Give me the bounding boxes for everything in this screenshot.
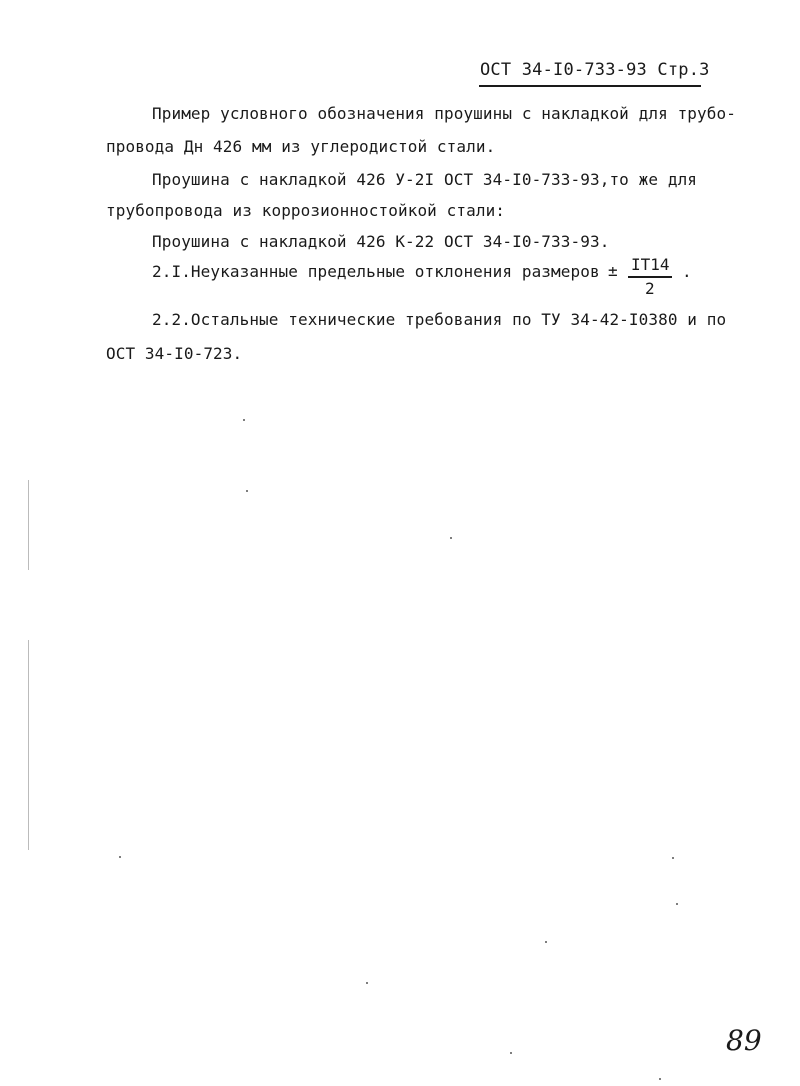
text-line-8: ОСТ 34-I0-723. — [106, 344, 243, 363]
scan-speck — [450, 537, 452, 539]
text-line-3: Проушина с накладкой 426 У-2I ОСТ 34-I0-733-93,то же для — [152, 170, 698, 189]
text-line-4: трубопровода из коррозионностойкой стали: — [106, 201, 506, 220]
scan-speck — [672, 857, 674, 859]
scan-speck — [545, 941, 547, 943]
scan-speck — [243, 419, 245, 421]
scan-speck — [676, 903, 678, 905]
text-line-2: провода Дн 426 мм из углеродистой стали. — [106, 137, 496, 156]
header-underline — [479, 85, 701, 87]
page-number: 89 — [726, 1024, 762, 1057]
document-code-header: ОСТ 34-I0-733-93 Стр.3 — [480, 60, 710, 80]
scan-speck — [366, 982, 368, 984]
clause-end-period: . — [682, 262, 692, 281]
fraction-bar — [628, 276, 672, 278]
scan-speck — [510, 1052, 512, 1054]
scan-margin-mark — [28, 640, 29, 850]
text-line-1: Пример условного обозначения проушины с накладкой для трубо- — [152, 104, 736, 123]
clause-2-2: 2.2.Остальные технические требования по ТУ 34-42-I0380 и по — [152, 310, 727, 329]
fraction-numerator: IT14 — [631, 255, 670, 274]
clause-2-1: 2.I.Неуказанные предельные отклонения размеров — [152, 262, 600, 281]
scan-speck — [119, 856, 121, 858]
scan-speck — [659, 1078, 661, 1080]
plus-minus-sign: ± — [608, 261, 618, 280]
scan-margin-mark — [28, 480, 29, 570]
text-line-5: Проушина с накладкой 426 К-22 ОСТ 34-I0-733-93. — [152, 232, 610, 251]
scan-speck — [246, 490, 248, 492]
fraction-denominator: 2 — [645, 279, 655, 298]
